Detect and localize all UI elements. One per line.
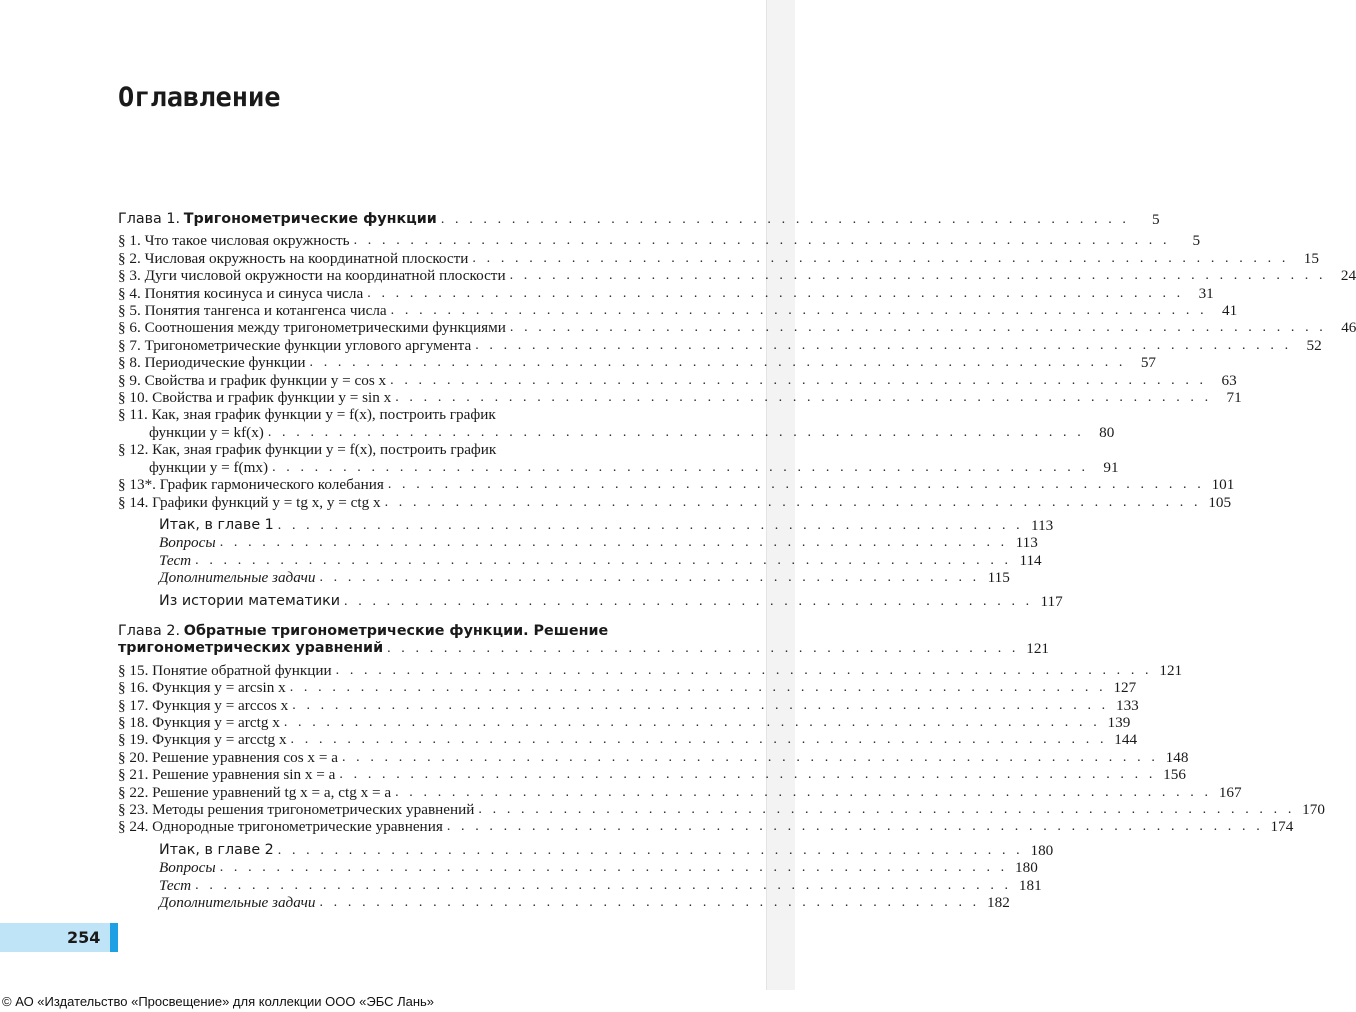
toc-entry[interactable] [118,267,1356,285]
section-number: § 7. [118,336,141,354]
copyright-notice: © АО «Издательство «Просвещение» для коллекции ООО «ЭБС Лань» [2,994,435,1009]
section-number: § 23. [118,801,149,818]
page-ref: 101 [1211,476,1235,494]
page-ref: 31 [1198,284,1214,302]
entry-text [118,801,474,818]
page-ref: 105 [1208,493,1232,511]
leader-dots: . . . . . . . . . . . . . . . . . . . . . . . . . . . . . . . . . . . . . . . . . . . . . . . . . . . . . . . . [219,860,1008,876]
section-number: § 11. [118,406,148,424]
entry-text [118,818,443,835]
page-ref: 133 [1115,696,1139,714]
page-ref: 174 [1270,818,1294,836]
chapter-1-test[interactable]: Тест . . . . . . . . . . . . . . . . . . . . . . . . . . . . . . . . . . . . . . . . . . . . . . . . . . . . . . . . . . 114 [159,551,1042,569]
toc-entry[interactable] [118,748,1189,766]
leader-dots: . . . . . . . . . . . . . . . . . . . . . . . . . . . . . . . . . . . . . . . . . . . . . . . . . . . . . . . . . . [390,372,1207,388]
section-title-continued: функции y = f(mx) [149,458,269,476]
entry-text [118,784,391,801]
section-number: § 22. [118,783,149,801]
chapter-2-questions[interactable]: Вопросы . . . . . . . . . . . . . . . . . . . . . . . . . . . . . . . . . . . . . . . . . . . . . . . . . . . . . . . . 180 [159,859,1038,877]
section-number: § 6. [118,319,141,337]
section-number: § 9. [118,371,141,389]
page-ref: 57 [1140,354,1157,372]
leader-dots: . . . . . . . . . . . . . . . . . . . . . . . . . . . . . . . . . . . . . . . . . . . . . . . . . . . . . . . . . . [309,355,1127,371]
section-title: Функция y = arccos x [152,696,289,714]
section-title: Числовая окружность на координатной плоскости [144,249,469,267]
page-ref: 80 [1099,423,1115,441]
leader-dots: . . . . . . . . . . . . . . . . . . . . . . . . . . . . . . . . . . . . . . . . . . . . . . . . . . . . . . . . . . [353,233,1171,249]
section-title: Решение уравнения cos x = a [152,748,338,766]
leader-dots: . . . . . . . . . . . . . . . . . . . . . . . . . . . . . . . . . . . . . . . . . . . . . . . . . . . . . . . . . . [272,459,1089,475]
toc-entry[interactable] [118,476,1235,494]
leader-dots: . . . . . . . . . . . . . . . . . . . . . . . . . . . . . . . . . . . . . . . . . . . . . . . . . . . . . . . . . . [387,477,1205,493]
chapter-1-title: Глава 1. Тригонометрические функции [118,211,437,227]
leader-dots: . . . . . . . . . . . . . . . . . . . . . . . . . . . . . . . . . . . . . . . . . . . . . . . . . . . . . . . . . . [195,552,1012,568]
section-number: § 19. [118,731,149,749]
leader-dots: . . . . . . . . . . . . . . . . . . . . . . . . . . . . . . . . . . . . . . . . . . . . . . . . . . . . . . . . . . [292,697,1109,713]
entry-text [118,749,338,766]
section-number: § 18. [118,713,149,731]
entry-text [118,319,506,336]
entry-text [118,697,288,714]
page-number: 254 [67,928,101,947]
section-number: § 24. [118,818,149,836]
page-title: Оглавление [118,82,281,113]
page-ref: 127 [1113,679,1137,697]
section-number: § 8. [118,354,141,372]
entry-text [118,714,280,731]
section-number: § 20. [118,748,149,766]
leader-dots: . . . . . . . . . . . . . . . . . . . . . . . . . . . . . . . . . . . . . . . . . . . . . . . . . [344,593,1033,609]
toc-entry[interactable] [118,679,1137,697]
leader-dots: . . . . . . . . . . . . . . . . . . . . . . . . . . . . . . . . . . . . . . . . . . . . . . . [319,570,980,586]
chapter-1-sections [118,232,1356,511]
page-ref: 63 [1221,371,1237,389]
page-ref: 144 [1114,731,1138,749]
section-number: § 12. [118,441,149,459]
entry-text [118,354,306,371]
leader-dots: . . . . . . . . . . . . . . . . . . . . . . . . . . . . . . . . . . . . . . . . . . . . . . . . . [440,212,1130,227]
toc-entry[interactable] [118,661,1183,679]
leader-dots: . . . . . . . . . . . . . . . . . . . . . . . . . . . . . . . . . . . . . . . . . . . . . . . . . . . . . . . . . . [341,749,1159,765]
toc-entry[interactable] [118,766,1186,784]
page-ref: 46 [1341,319,1356,337]
leader-dots: . . . . . . . . . . . . . . . . . . . . . . . . . . . . . . . . . . . . . . . . . . . . . . . . . . . . . . . . . . [367,285,1184,301]
entry-text [118,337,471,354]
entry-text [118,766,335,783]
page-ref: 121 [1026,640,1049,658]
leader-dots: . . . . . . . . . . . . . . . . . . . . . . . . . . . . . . . . . . . . . . . . . . . . . [387,641,1019,657]
section-title: Решение уравнений tg x = a, ctg x = a [152,783,392,801]
page-ref: 15 [1303,249,1319,267]
leader-dots: . . . . . . . . . . . . . . . . . . . . . . . . . . . . . . . . . . . . . . . . . . . . . . . . . . . . . . . . . . [289,680,1107,696]
page-ref: 121 [1159,661,1183,679]
page-ref: 167 [1218,783,1242,801]
toc-entry[interactable] [118,354,1157,372]
toc-entry[interactable] [118,302,1238,320]
toc-entry[interactable] [118,493,1232,511]
chapter-1-questions[interactable]: Вопросы . . . . . . . . . . . . . . . . . . . . . . . . . . . . . . . . . . . . . . . . . . . . . . . . . . . . . . . . 113 [159,534,1038,552]
section-title: Дуги числовой окружности на координатной плоскости [144,267,506,285]
section-number: § 5. [118,302,141,320]
section-title: Свойства и график функции y = cos x [144,371,387,389]
page-number-tab-accent [110,923,118,952]
chapter-2-summary[interactable]: Итак, в главе 2 . . . . . . . . . . . . . . . . . . . . . . . . . . . . . . . . . . . . . . . . . . . . . . . . . . . . . 180 [159,841,1054,859]
section-number: § 21. [118,766,149,784]
toc-entry[interactable] [118,389,1242,407]
leader-dots: . . . . . . . . . . . . . . . . . . . . . . . . . . . . . . . . . . . . . . . . . . . . . . . . . . . . . . . . . . [446,819,1264,835]
entry-text [118,285,363,302]
section-number: § 16. [118,679,149,697]
chapter-1-extra[interactable]: Дополнительные задачи . . . . . . . . . . . . . . . . . . . . . . . . . . . . . . . . . . . . . . . . . . . . . . . 115 [159,569,1010,587]
section-title: Периодические функции [144,354,306,372]
section-title: График гармонического колебания [159,476,384,494]
page-ref: 91 [1103,458,1119,476]
leader-dots: . . . . . . . . . . . . . . . . . . . . . . . . . . . . . . . . . . . . . . . . . . . . . . . . . . . . . . . . . . [384,494,1202,510]
chapter-1-summary[interactable]: Итак, в главе 1 . . . . . . . . . . . . . . . . . . . . . . . . . . . . . . . . . . . . . . . . . . . . . . . . . . . . . 113 [159,516,1054,534]
entry-text [118,389,391,406]
page-ref: 156 [1163,766,1186,784]
leader-dots: . . . . . . . . . . . . . . . . . . . . . . . . . . . . . . . . . . . . . . . . . . . . . . . . . . . . . . . . . . [395,390,1212,406]
section-number: § 17. [118,696,149,714]
section-title: Понятия косинуса и синуса числа [144,284,364,302]
leader-dots: . . . . . . . . . . . . . . . . . . . . . . . . . . . . . . . . . . . . . . . . . . . . . . . . . . . . . . . . . . [335,662,1153,678]
section-title: Понятия тангенса и котангенса числа [144,302,387,320]
toc-entry[interactable] [118,371,1237,389]
leader-dots: . . . . . . . . . . . . . . . . . . . . . . . . . . . . . . . . . . . . . . . . . . . . . . . . . . . . . . . . . . [339,767,1156,783]
section-number: § 15. [118,661,149,679]
toc-entry-continuation[interactable] [118,423,1115,441]
entry-text [118,232,350,249]
entry-text [118,406,496,423]
toc-entry[interactable] [118,818,1294,836]
section-title: Что такое числовая окружность [144,232,350,250]
page-ref: 148 [1165,748,1189,766]
chapter-1-heading[interactable] [118,210,1160,228]
entry-text [118,662,332,679]
section-title: Функция y = arcctg x [152,731,287,749]
section-title: Свойства и график функции y = sin x [152,389,392,407]
leader-dots: . . . . . . . . . . . . . . . . . . . . . . . . . . . . . . . . . . . . . . . . . . . . . . . [319,895,980,911]
leader-dots: . . . . . . . . . . . . . . . . . . . . . . . . . . . . . . . . . . . . . . . . . . . . . . . . . . . . . . . . . . [475,337,1292,353]
section-title: Методы решения тригонометрических уравнений [152,801,475,818]
history-of-math[interactable]: Из истории математики . . . . . . . . . . . . . . . . . . . . . . . . . . . . . . . . . . . . . . . . . . . . . . . . . 117 [159,592,1063,610]
chapter-2-extra[interactable]: Дополнительные задачи . . . . . . . . . . . . . . . . . . . . . . . . . . . . . . . . . . . . . . . . . . . . . . . 182 [159,894,1010,912]
leader-dots: . . . . . . . . . . . . . . . . . . . . . . . . . . . . . . . . . . . . . . . . . . . . . . . . . . . . . . . . . . [267,424,1085,440]
toc-entry[interactable] [118,406,724,423]
section-number: § 3. [118,267,141,285]
entry-text [118,441,496,458]
toc-entry[interactable] [118,696,1139,714]
entry-text [118,302,387,319]
entry-text [118,372,386,389]
section-title: Как, зная график функции y = f(x), построить график [151,406,496,424]
entry-text [118,267,506,284]
chapter-2-heading-line2[interactable]: тригонометрических уравнений . . . . . . . . . . . . . . . . . . . . . . . . . . . . . . . . . . . . . . . . . . . . . 121 [118,640,1049,658]
toc-entry[interactable] [118,336,1322,354]
page-ref: 170 [1302,801,1325,818]
section-number: § 14. [118,493,149,511]
toc-entry-continuation[interactable] [118,458,1119,476]
section-number: § 2. [118,249,141,267]
section-number: § 4. [118,284,141,302]
toc-entry[interactable] [118,731,1138,749]
page-ref: 24 [1340,267,1356,285]
entry-text [118,679,286,696]
section-title: Функция y = arctg x [152,713,280,731]
section-number: § 10. [118,389,149,407]
chapter-2-title: Глава 2. Обратные тригонометрические функции. Решение [118,622,609,639]
section-title: Соотношения между тригонометрическими функциями [144,319,506,337]
page-ref: 52 [1306,336,1322,354]
section-title-continued: функции y = kf(x) [149,423,264,441]
toc-entry[interactable] [118,441,724,458]
section-number: § 13*. [118,476,156,494]
toc-entry[interactable] [118,783,1242,801]
toc-entry[interactable] [118,284,1214,302]
leader-dots: . . . . . . . . . . . . . . . . . . . . . . . . . . . . . . . . . . . . . . . . . . . . . . . . . . . . . . . . [219,535,1008,551]
toc-entry[interactable] [118,319,1356,337]
entry-text [118,476,384,493]
page-ref: 5 [1151,211,1160,228]
page-ref: 139 [1107,713,1131,731]
section-title: Тригонометрические функции углового аргумента [144,336,472,354]
leader-dots: . . . . . . . . . . . . . . . . . . . . . . . . . . . . . . . . . . . . . . . . . . . . . . . . . . . . . . . . . . [509,320,1327,336]
page-ref: 41 [1221,302,1238,320]
leader-dots: . . . . . . . . . . . . . . . . . . . . . . . . . . . . . . . . . . . . . . . . . . . . . . . . . . . . . . . . . . [195,877,1012,893]
toc-entry[interactable] [118,713,1131,731]
toc-entry[interactable] [118,232,1201,250]
entry-text [118,494,381,511]
leader-dots: . . . . . . . . . . . . . . . . . . . . . . . . . . . . . . . . . . . . . . . . . . . . . . . . . . . . . . . . . . [472,250,1289,266]
page-ref: 71 [1226,389,1242,407]
leader-dots: . . . . . . . . . . . . . . . . . . . . . . . . . . . . . . . . . . . . . . . . . . . . . . . . . . . . . . . . . . [395,784,1212,800]
entry-text [118,250,468,267]
table-of-contents [118,204,1356,912]
toc-entry[interactable] [118,801,1325,818]
leader-dots: . . . . . . . . . . . . . . . . . . . . . . . . . . . . . . . . . . . . . . . . . . . . . . . . . . . . . . . . . . [390,303,1208,319]
section-title: Как, зная график функции y = f(x), построить график [152,441,497,459]
leader-dots: . . . . . . . . . . . . . . . . . . . . . . . . . . . . . . . . . . . . . . . . . . . . . . . . . . . . . . . . . . [283,714,1101,730]
leader-dots: . . . . . . . . . . . . . . . . . . . . . . . . . . . . . . . . . . . . . . . . . . . . . . . . . . . . . [277,842,1024,858]
chapter-2-test[interactable]: Тест . . . . . . . . . . . . . . . . . . . . . . . . . . . . . . . . . . . . . . . . . . . . . . . . . . . . . . . . . . 181 [159,876,1042,894]
section-title: Однородные тригонометрические уравнения [152,818,443,836]
section-title: Понятие обратной функции [152,661,332,679]
chapter-2-sections [118,661,1325,836]
page-ref: 5 [1192,232,1201,250]
section-number: § 1. [118,232,141,250]
chapter-2-heading[interactable] [118,622,724,640]
leader-dots: . . . . . . . . . . . . . . . . . . . . . . . . . . . . . . . . . . . . . . . . . . . . . . . . . . . . . . . . . . [478,802,1295,817]
section-title: Функция y = arcsin x [152,679,286,697]
entry-text [118,731,287,748]
leader-dots: . . . . . . . . . . . . . . . . . . . . . . . . . . . . . . . . . . . . . . . . . . . . . . . . . . . . . . . . . . [509,268,1327,284]
leader-dots: . . . . . . . . . . . . . . . . . . . . . . . . . . . . . . . . . . . . . . . . . . . . . . . . . . . . . [277,517,1024,533]
toc-entry[interactable] [118,249,1319,267]
leader-dots: . . . . . . . . . . . . . . . . . . . . . . . . . . . . . . . . . . . . . . . . . . . . . . . . . . . . . . . . . . [290,732,1108,748]
section-title: Решение уравнения sin x = a [152,766,336,784]
section-title: Графики функций y = tg x, y = ctg x [152,493,381,511]
